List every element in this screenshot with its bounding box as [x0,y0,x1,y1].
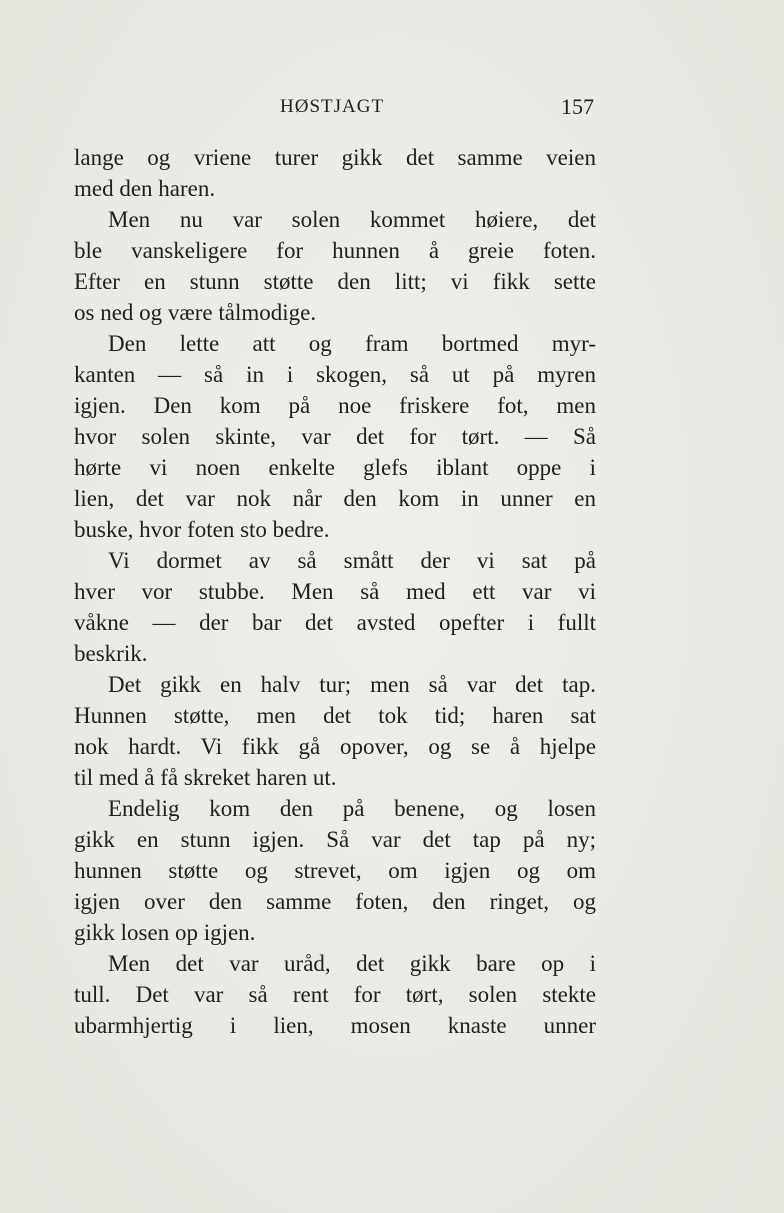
text-line: Det gikk en halv tur; men så var det tap. [108,672,596,697]
text-line: buske, hvor foten sto bedre. [74,517,330,542]
text-line: hunnen støtte og strevet, om igjen og om [74,858,596,883]
text-line: os ned og være tålmodige. [74,300,317,325]
text-line: ubarmhjertig i lien, mosen knaste unner [74,1013,596,1038]
text-line: Vi dormet av så smått der vi sat på [108,548,596,573]
text-line: gikk en stunn igjen. Så var det tap på ny; [74,827,596,852]
body-text [74,142,596,1041]
text-line: hvor solen skinte, var det for tørt. — Så [74,424,596,449]
text-line: tull. Det var så rent for tørt, solen stekte [74,982,596,1007]
text-line: Men nu var solen kommet høiere, det [108,207,596,232]
text-line: lange og vriene turer gikk det samme veien [74,145,596,170]
text-line: igjen. Den kom på noe friskere fot, men [74,393,596,418]
text-line: Hunnen støtte, men det tok tid; haren sat [74,703,596,728]
text-line: til med å få skreket haren ut. [74,765,337,790]
text-line: hørte vi noen enkelte glefs iblant oppe i [74,455,596,480]
text-line: ble vanskeligere for hunnen å greie foten. [74,238,596,263]
page-number: 157 [561,94,594,119]
text-line: beskrik. [74,641,148,666]
text-line: hver vor stubbe. Men så med ett var vi [74,579,596,604]
text-line: Endelig kom den på benene, og losen [108,796,596,821]
running-head: HØSTJAGT [280,96,385,117]
text-line: kanten — så in i skogen, så ut på myren [74,362,596,387]
text-line: våkne — der bar det avsted opefter i fullt [74,610,596,635]
text-line: med den haren. [74,176,216,201]
text-line: Efter en stunn støtte den litt; vi fikk sette [74,269,596,294]
text-line: gikk losen op igjen. [74,920,256,945]
text-line: Men det var uråd, det gikk bare op i [108,951,596,976]
text-line: Den lette att og fram bortmed myr- [108,331,596,356]
page-header [74,94,596,126]
text-line: igjen over den samme foten, den ringet, og [74,889,596,914]
text-line: nok hardt. Vi fikk gå opover, og se å hjelpe [74,734,596,759]
text-line: lien, det var nok når den kom in unner en [74,486,596,511]
